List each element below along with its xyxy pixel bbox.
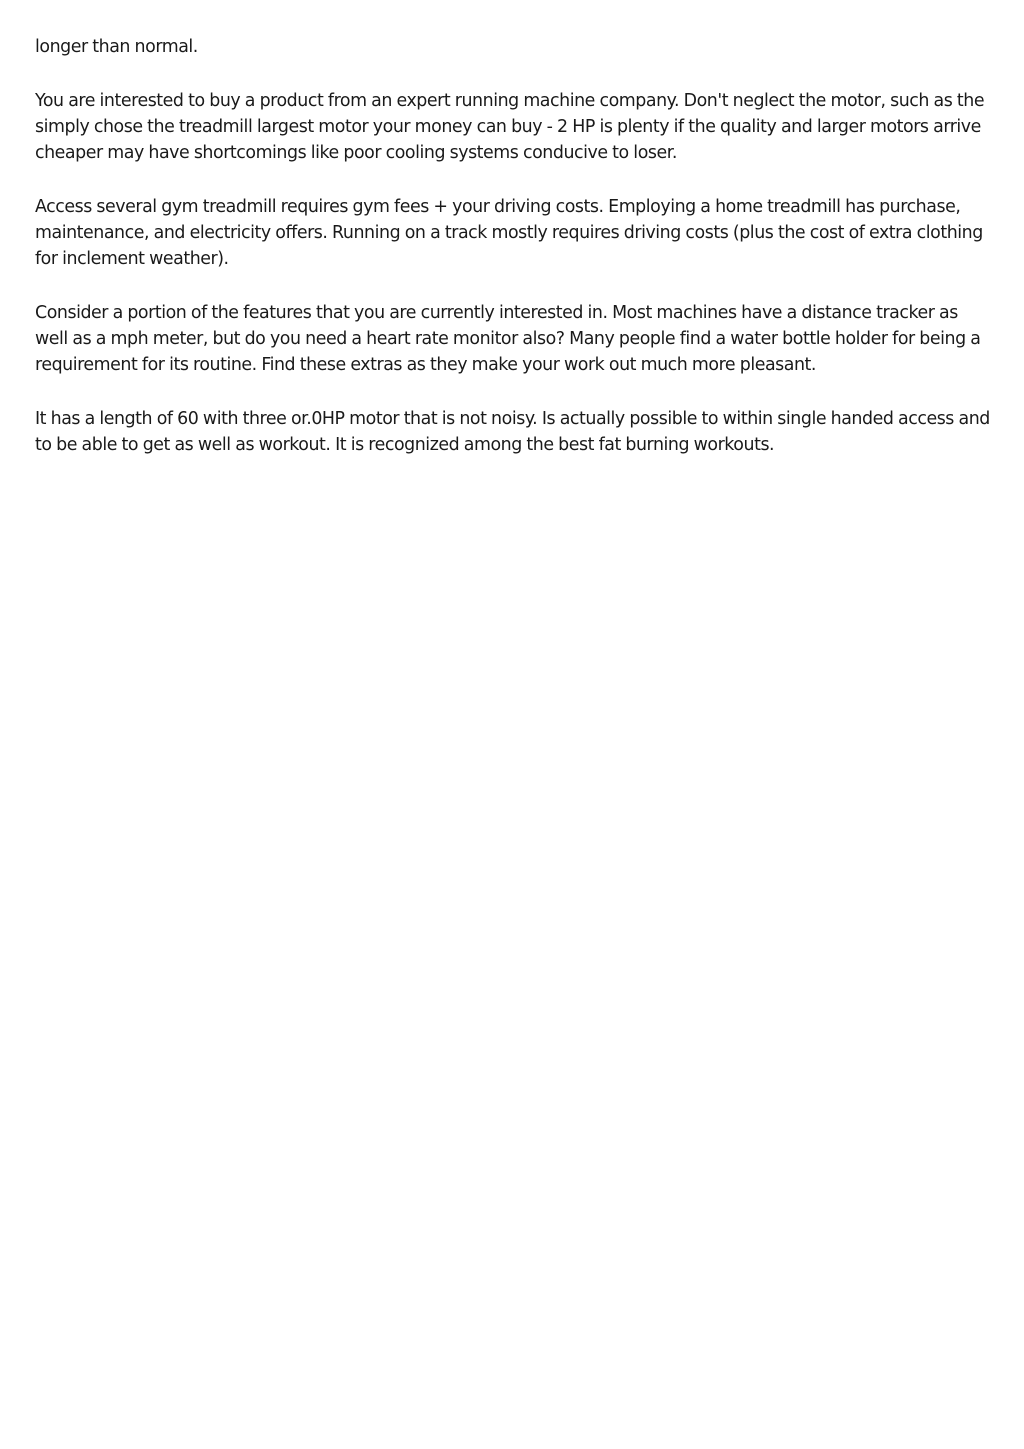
paragraph-length: It has a length of 60 with three or.0HP motor that is not noisy. Is actually possible to within single handed access and to be able to get as well as workout. It is recognized among the best fat burning workouts. bbox=[35, 409, 990, 455]
paragraph-continuation: longer than normal. bbox=[35, 37, 198, 57]
paragraph-costs: Access several gym treadmill requires gym fees + your driving costs. Employing a home treadmill has purchase, maintenance, and electricity offers. Running on a track mostly requires driving costs (plus the cost of extra clothing for inclement weather). bbox=[35, 197, 983, 269]
paragraph-features: Consider a portion of the features that you are currently interested in. Most machines have a distance tracker as well as a mph meter, but do you need a heart rate monitor also? Many people find a water bottle holder for being a requirement for its routine. Find these extras as they make your work out much more pleasant. bbox=[35, 303, 981, 375]
document-page bbox=[35, 34, 995, 486]
paragraph-motor: You are interested to buy a product from an expert running machine company. Don't neglect the motor, such as the simply chose the treadmill largest motor your money can buy - 2 HP is plenty if the quality and larger motors arrive cheaper may have shortcomings like poor cooling systems conducive to loser. bbox=[35, 91, 985, 163]
